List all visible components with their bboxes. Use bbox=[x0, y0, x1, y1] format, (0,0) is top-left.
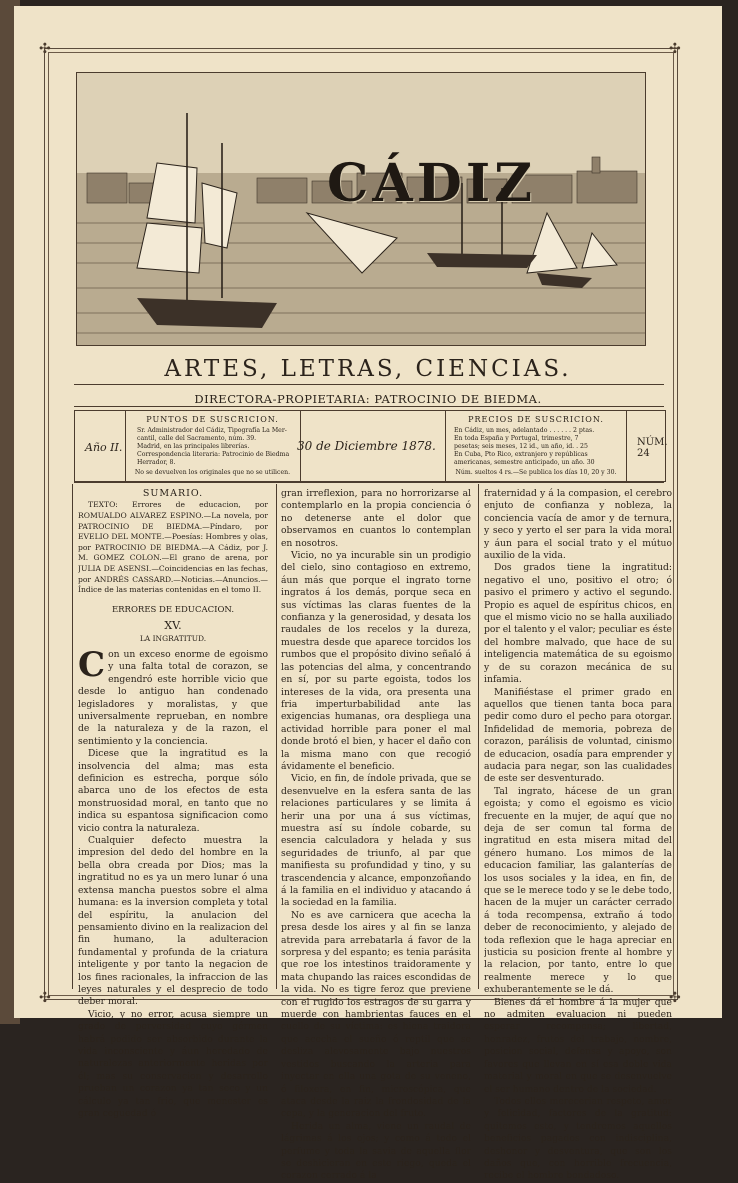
divider bbox=[74, 406, 664, 407]
paragraph: Dos grados tiene la ingratitud: negativo el uno, positivo el otro; ó pasivo el primero y activo el segundo. Propio es aquel de espíritus chicos, en que el mismo vicio no se halla auxiliado por el talento y el valor; peculiar es éste del hombre malvado, que hace de su inteligencia matemática de su egoismo y de su corazon mecánica de su infamia. bbox=[484, 562, 672, 686]
paragraph bbox=[78, 644, 268, 748]
section-number: XV. bbox=[164, 619, 182, 633]
paragraph: fraternidad y á la compasion, el cerebro enjuto de confianza y nobleza, la conciencia vacía de amor y de ternura, y seco y yerto el ser para la vida moral y áun para el social trato y el mútuo auxilio de la vida. bbox=[484, 488, 672, 562]
puntos-line: cantil, calle del Sacramento, núm. 39. bbox=[137, 435, 257, 442]
year-label: Año II. bbox=[85, 441, 123, 454]
precios-title: PRECIOS DE SUSCRICION. bbox=[468, 415, 604, 424]
precios-line: En toda España y Portugal, trimestre, 7 bbox=[454, 435, 579, 442]
puntos-line: Sr. Administrador del Cádiz, Tipografía La Mer- bbox=[137, 427, 287, 434]
puntos-note: No se devuelven los originales que no se utilicen. bbox=[134, 469, 291, 476]
paragraph: gran irreflexion, para no horrorizarse al contemplarlo en la propia conciencia ó no detenerse ante el dolor que observamos en cuantos lo contemplan en nosotros. bbox=[281, 488, 471, 549]
column-2 bbox=[281, 488, 471, 1183]
column-rule bbox=[478, 484, 479, 989]
director-line: DIRECTORA-PROPIETARIA: PATROCINIO DE BIEDMA. bbox=[194, 392, 542, 406]
paragraph: Vicio, no ya incurable sin un prodigio del cielo, sino contagioso en extremo, áun más que porque el ingrato torne ingratos á los demás, porque seca en sus víctimas las claras fuentes de la confianza y la generosidad, y desata los raudales de los recelos y la dureza, muestra desde que aparece torcidos los rumbos que el propósito divino señaló á las potencias del alma, y concentrando en sí, por su parte egoista, todos los intereses de la vida, ora presenta una fria imperturbabilidad ante las exigencias humanas, ora despliega una actividad horrible para poner el mal donde brotó el bien, y hacer el daño con la misma mano con que recogió ávidamente el beneficio. bbox=[281, 550, 471, 772]
precios-note: Núm. sueltos 4 rs.—Se publica los días 10, 20 y 30. bbox=[455, 469, 617, 476]
corner-ornament-icon: ✣ bbox=[39, 41, 51, 57]
divider bbox=[74, 384, 664, 385]
paragraph: Manifiéstase el primer grado en aquellos que tienen tanta boca para pedir como duro el pecho para otorgar. Infidelidad de memoria, pobreza de corazon, parálisis de voluntad, cinismo de educacion, osadía para emprender y audacia para negar, son las cualidades de este ser desventurado. bbox=[484, 686, 672, 785]
paragraph: No es ave carnicera que acecha la presa desde los aires y al fin se lanza atrevida para arrebatarla á favor de la sorpresa y del espanto; es tenia parásita que roe los intestinos traidoramente y mata chupando las raices escondidas de la vida. No es tigre feroz que previene con el rugido los estragos de su garra y muerde con hambrientas fauces en el cuello de su víctima: es hiena traidora que acecha el sueño ó reptil que se desliza alevosamente bajo nuestros vestidos buscando la arteria para inyectar en ella una gota de su veneno, ó filoxera, en fin, microscópica, que ataca desde la raiz la frondosidad de la cepa, y la generacion del fruto. bbox=[281, 909, 471, 1120]
puntos-line: Herrador, 8. bbox=[137, 459, 176, 466]
column-1 bbox=[78, 488, 268, 1120]
info-bar bbox=[74, 410, 666, 482]
paragraph: Vicio, y no error, acusa siempre un grado de perversidad cuyo gérmen habrá podido ser absorbido durante la vida inconsciente y áun heredado de naturalezas anteriormente heridas por él; mas su conservacion y desarrollo prueban un corazon ya tan seco y un cálculo ya tan frio, que menester es gran ceguedad ó bbox=[78, 1008, 268, 1119]
subscription-points bbox=[125, 411, 301, 481]
puntos-line: Correspondencia literaria: Patrocinio de Biedma bbox=[137, 451, 290, 458]
precios-line: En Cádiz, un mes, adelantado . . . . . . 2 ptas. bbox=[454, 427, 595, 434]
masthead-subtitle: ARTES, LETRAS, CIENCIAS. bbox=[164, 356, 572, 382]
sumario-title: SUMARIO. bbox=[142, 488, 204, 499]
paragraph: Tal ingrato, hácese de un gran egoista; y como el egoismo es vicio frecuente en la mujer, de aquí que no deja de ser comun tal forma de ingratitud en esta misera mitad del género humano. Los mimos de la educacion familiar, las galanterías de los usos sociales y la idea, en fin, de que se le merece todo y se le debe todo, hacen de la mujer un carácter cerrado á toda recompensa, extraño á todo deber de reconocimiento, y alejado de toda reflexion que le haga apreciar en justicia su posicion frente al hombre y la relacion, por tanto, entre lo que realmente merece y lo que exhuberantemente se le dá. bbox=[484, 785, 672, 996]
issue-date: 30 de Diciembre 1878. bbox=[297, 439, 436, 453]
column-rule bbox=[72, 484, 73, 989]
column-rule bbox=[276, 484, 277, 989]
article-title: LA INGRATITUD. bbox=[139, 633, 207, 643]
paragraph: Herida un alma, viene un raudal de lágrimas á los ojos; y como á todo el perfume y toda la savia de aquella flor se deshicieran en este riego, queda el corazon cerrado á la bbox=[281, 1120, 471, 1182]
puntos-title: PUNTOS DE SUSCRICION. bbox=[146, 415, 279, 424]
puntos-line: Madrid, en las principales librerías. bbox=[137, 443, 250, 450]
paragraph: Cualquier defecto muestra la impresion del dedo del hombre en la bella obra creada por Dios; mas la ingratitud no es ya un mero lunar ó una extensa mancha puestos sobre el alma humana: es la inversion completa y total del espíritu, la anulacion del pensamiento divino en la realizacion del fin humano, la adulteracion fundamental y profunda de la criatura inteligente y por tanto la negacion de los fines racionales, la infraccion de las leyes naturales y el desprecio de todo deber moral. bbox=[78, 835, 268, 1008]
precios-list bbox=[454, 427, 622, 467]
puntos-list bbox=[137, 427, 297, 467]
precios-line: En Cuba, Pto Rico, extranjero y repúblicas bbox=[454, 451, 588, 458]
harbor-engraving bbox=[76, 72, 646, 346]
sumario-text: TEXTO: Errores de educacion, por ROMUALDO ALVAREZ ESPINO.—La novela, por PATROCINIO DE BIEDMA.—Píndaro, por EVELIO DEL MONTE.—Poesías: Hombres y olas, por PATROCINIO DE BIEDMA.—A Cádiz, por J. M. GOMEZ COLON.—El grano de arena, por JULIA DE ASENSI.—Coincidencias en las fechas, por ANDRÉS CASSARD.—Noticias.—Anuncios.—Índice de las materias contenidas en el tomo II. bbox=[78, 500, 268, 595]
paragraph: Todos ellos merecerian respeto, amor y felicidad, factores de la gratitud: quitemos esto, y tendremos aquellos beneficios pagados con indisciplina, deshonor y desventura, que son los daños que, con horrible frecuencia, recibe el hombre bondadoso. bbox=[484, 1095, 672, 1182]
issue-number: NÚM. 24 bbox=[637, 437, 668, 459]
section-title: ERRORES DE EDUCACION. bbox=[111, 604, 235, 615]
column-3 bbox=[484, 488, 672, 1183]
paragraph: Dicese que la ingratitud es la insolvencia del alma; mas esta definicion es estrecha, porque sólo abarca uno de los efectos de esta monstruosidad moral, en tanto que no indica su espantosa significacion como vicio contra la naturaleza. bbox=[78, 748, 268, 834]
drop-cap: C bbox=[78, 644, 106, 685]
subscription-prices bbox=[445, 411, 627, 481]
precios-line: americanas, semestre anticipado, un año. 30 bbox=[454, 459, 595, 466]
divider bbox=[74, 482, 664, 483]
corner-ornament-icon: ✣ bbox=[669, 990, 681, 1006]
paragraph: Vicio, en fin, de índole privada, que se desenvuelve en la esfera santa de las relaciones particulares y se limita á herir una por una á sus víctimas, muestra así su índole cobarde, su esencia calculadora y helada y sus seguridades de triunfo, al par que manifiesta su profundidad y tino, y su trascendencia y alcance, emponzoñando á la familia en el individuo y atacando á la sociedad en la familia. bbox=[281, 773, 471, 909]
paragraph: Bienes dá el hombre á la mujer que no admiten evaluacion ni pueden esperar recompensa; libertad, honradez, frutos del trabajo, nombre, posicion social, defensa y apoyo, son favores que llevan en sí esa doble vida material y moral en que se desenvuelve el ser humano dentro de la sociedad. bbox=[484, 996, 672, 1095]
corner-ornament-icon: ✣ bbox=[39, 990, 51, 1006]
masthead-title: CÁDIZ bbox=[327, 153, 537, 214]
year-cell bbox=[75, 411, 126, 481]
precios-line: pesetas; seis meses, 12 id., un año, id. . 25 bbox=[454, 443, 588, 450]
paragraph-text: on un exceso enorme de egoismo y una falta total de corazon, se engendró este horrible vicio que desde lo antiguo han condenado legisladores y moralistas, y que universalmente reprueban, en nombre de la naturaleza y de la razon, el sentimiento y la conciencia. bbox=[78, 648, 268, 747]
newspaper-page bbox=[14, 6, 722, 1182]
corner-ornament-icon: ✣ bbox=[669, 41, 681, 57]
